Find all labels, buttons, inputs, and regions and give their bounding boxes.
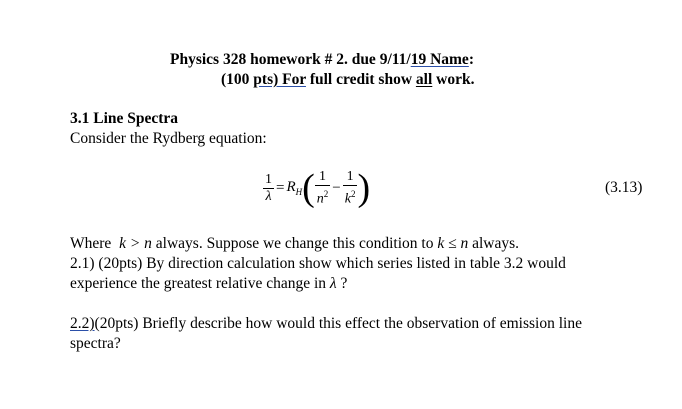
condition-original: k > n <box>119 235 152 252</box>
right-paren: ) <box>357 167 371 209</box>
question-2-2-line-2: spectra? <box>70 335 121 352</box>
question-2-2-line-1: 2.2)(20pts) Briefly describe how would this effect the observation of emission line <box>70 315 582 332</box>
header-title: Physics 328 homework # 2. due 9/11/ <box>170 51 411 68</box>
rydberg-equation <box>263 166 370 210</box>
header-points: pts) For <box>253 71 306 88</box>
question-2-1-line-1: 2.1) (20pts) By direction calculation show which series listed in table 3.2 would <box>70 255 566 272</box>
condition-paragraph: Where k > n always. Suppose we change this condition to k ≤ n always. <box>70 235 520 252</box>
question-2-1-line-2: experience the greatest relative change in λ ? <box>70 275 348 292</box>
header-all: all <box>415 71 433 88</box>
left-paren: ( <box>302 167 315 209</box>
rydberg-constant: $R_H$ <box>286 179 303 197</box>
header-line-1: Physics 328 homework # 2. due 9/11/19 Name: <box>170 51 474 68</box>
section-title: 3.1 Line Spectra <box>70 110 179 127</box>
header-line-2: (100 pts) For full credit show all work. <box>221 71 475 88</box>
equals-sign: = <box>276 179 285 196</box>
equation-number: (3.13) <box>605 179 643 196</box>
lambda-symbol: λ <box>329 275 337 292</box>
question-2-2-label: 2.2) <box>70 315 95 332</box>
header-name-label: 19 Name <box>410 51 469 68</box>
term-1-fraction: $\frac{1}{n^2}$ <box>316 168 329 207</box>
lhs-fraction: $\frac{1}{\lambda}$ <box>265 171 272 204</box>
term-2-fraction: $\frac{1}{k^2}$ <box>344 168 356 207</box>
minus-sign: − <box>332 179 341 196</box>
section-intro: Consider the Rydberg equation: <box>70 130 267 147</box>
condition-new: k ≤ n <box>437 235 469 252</box>
